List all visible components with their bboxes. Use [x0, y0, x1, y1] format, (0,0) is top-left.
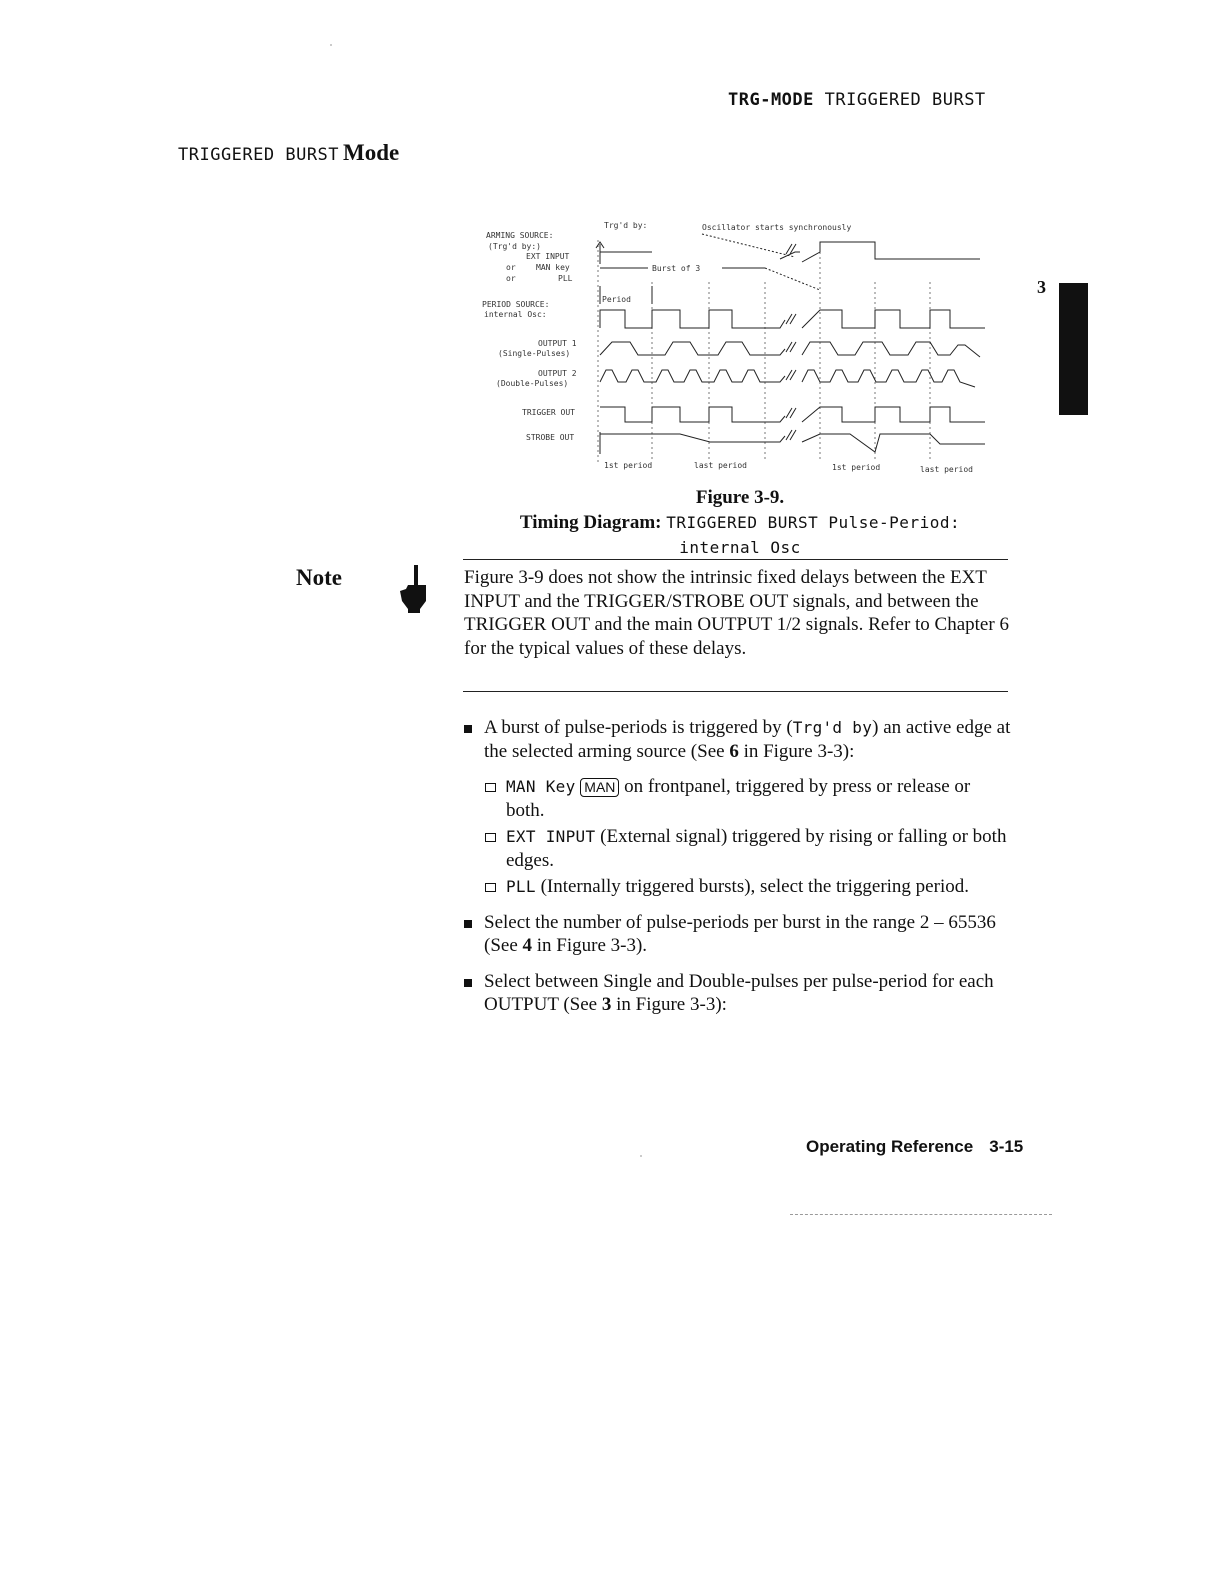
sub-list-item — [464, 875, 1012, 899]
checkbox-marker — [485, 833, 496, 842]
checkbox-marker — [485, 883, 496, 892]
bottom-label-1: 1st period — [604, 461, 653, 470]
list-item — [464, 716, 1012, 763]
label-ext-input: EXT INPUT — [526, 252, 570, 261]
bullet-list — [464, 716, 1012, 1029]
sub-2-text: (External signal) triggered by rising or falling or both edges. — [506, 826, 1007, 871]
bottom-label-4: last period — [920, 465, 973, 474]
label-output-1: OUTPUT 1 — [538, 339, 577, 348]
note-text: Figure 3-9 does not show the intrinsic fixed delays between the EXT INPUT and the TRIGGER/STROBE OUT signals, and between the TRIGGER OUT and the main OUTPUT 1/2 signals. Refer to Chapter 6 for the typical values of these delays. — [464, 567, 1009, 659]
footer-page-number: 3-15 — [989, 1137, 1024, 1156]
figure-caption-line — [440, 510, 1040, 535]
label-internal-osc: internal Osc: — [484, 310, 547, 319]
label-single-pulses: (Single-Pulses) — [498, 349, 571, 358]
note-bottom-rule — [463, 691, 1008, 692]
figure-number: Figure 3-9. — [695, 487, 785, 508]
bullet-3-ref: 3 — [601, 994, 612, 1015]
header-mode-name: TRIGGERED BURST — [824, 90, 986, 110]
annotation-burst-of: Burst of 3 — [652, 264, 701, 273]
bullet-marker — [464, 979, 472, 987]
checkbox-marker — [485, 783, 496, 792]
bullet-1-text-a: A burst of pulse-periods is triggered by ( — [484, 717, 793, 738]
label-man-key: MAN key — [536, 263, 570, 272]
annotation-oscillator: Oscillator starts synchronously — [702, 223, 852, 232]
label-double-pulses: (Double-Pulses) — [496, 379, 569, 388]
annotation-period: Period — [602, 295, 631, 304]
bullet-1-mono: Trg'd by — [792, 718, 873, 737]
bullet-3-text-a: Select between Single and Double-pulses per pulse-period for each OUTPUT (See — [484, 970, 994, 1015]
label-trgd-by: (Trg'd by:) — [488, 242, 541, 251]
label-or-2: or — [506, 274, 516, 283]
list-item — [464, 911, 1012, 958]
list-item — [464, 970, 1012, 1017]
pointing-hand-icon — [396, 563, 430, 613]
note-top-rule — [463, 559, 1008, 560]
page-footer — [806, 1137, 1023, 1157]
bullet-1-text-b: ) an active edge at the selected arming source (See — [484, 717, 1011, 762]
figure-caption — [440, 485, 1040, 560]
section-title-serif: Mode — [343, 140, 400, 165]
figure-caption-bold: Timing Diagram: — [519, 512, 662, 533]
annotation-trgd-by: Trg'd by: — [604, 221, 648, 230]
bottom-label-2: last period — [694, 461, 747, 470]
bullet-3-text-b: in Figure 3-3): — [611, 994, 727, 1015]
bottom-label-3: 1st period — [832, 463, 881, 472]
sub-2-mono: EXT INPUT — [506, 827, 596, 846]
man-key-icon: MAN — [580, 778, 619, 797]
header-mode-keyword: TRG-MODE — [728, 90, 814, 110]
footer-section: Operating Reference — [806, 1137, 974, 1156]
label-strobe-out: STROBE OUT — [526, 433, 575, 442]
running-header — [728, 90, 986, 110]
label-trigger-out: TRIGGER OUT — [522, 408, 575, 417]
sub-3-mono: PLL — [506, 877, 536, 896]
label-output-2: OUTPUT 2 — [538, 369, 577, 378]
bullet-2-text-a: Select the number of pulse-periods per burst in the range 2 – 65536 (See — [484, 911, 996, 956]
timing-diagram — [480, 212, 1000, 482]
sub-1-mono: MAN Key — [506, 777, 576, 796]
label-arming-source: ARMING SOURCE: — [486, 231, 554, 240]
bullet-2-ref: 4 — [522, 935, 533, 956]
bullet-1-text-c: in Figure 3-3): — [738, 740, 855, 762]
label-pll: PLL — [558, 274, 573, 283]
label-or-1: or — [506, 263, 516, 272]
figure-caption-mono: TRIGGERED BURST Pulse-Period: — [666, 513, 961, 532]
sub-list-item — [464, 775, 1012, 822]
scan-artifact-line — [790, 1214, 1052, 1216]
chapter-tab-number: 3 — [1037, 277, 1046, 297]
sub-list-item — [464, 825, 1012, 872]
scan-speck — [330, 44, 332, 46]
bullet-2-text-b: in Figure 3-3). — [532, 935, 648, 956]
section-title — [178, 140, 399, 166]
label-period-source: PERIOD SOURCE: — [482, 300, 550, 309]
chapter-tab-bar — [1059, 283, 1088, 415]
section-title-mono: TRIGGERED BURST — [178, 145, 340, 165]
bullet-marker — [464, 920, 472, 928]
figure-caption-mono-2: internal Osc — [679, 538, 801, 557]
note-label: Note — [296, 565, 342, 590]
bullet-1-ref: 6 — [729, 740, 739, 762]
sub-1-text: on frontpanel, triggered by press or release or both. — [506, 776, 971, 821]
scan-speck — [640, 1155, 642, 1157]
sub-3-text: (Internally triggered bursts), select the triggering period. — [535, 876, 969, 897]
bullet-marker — [464, 725, 472, 733]
